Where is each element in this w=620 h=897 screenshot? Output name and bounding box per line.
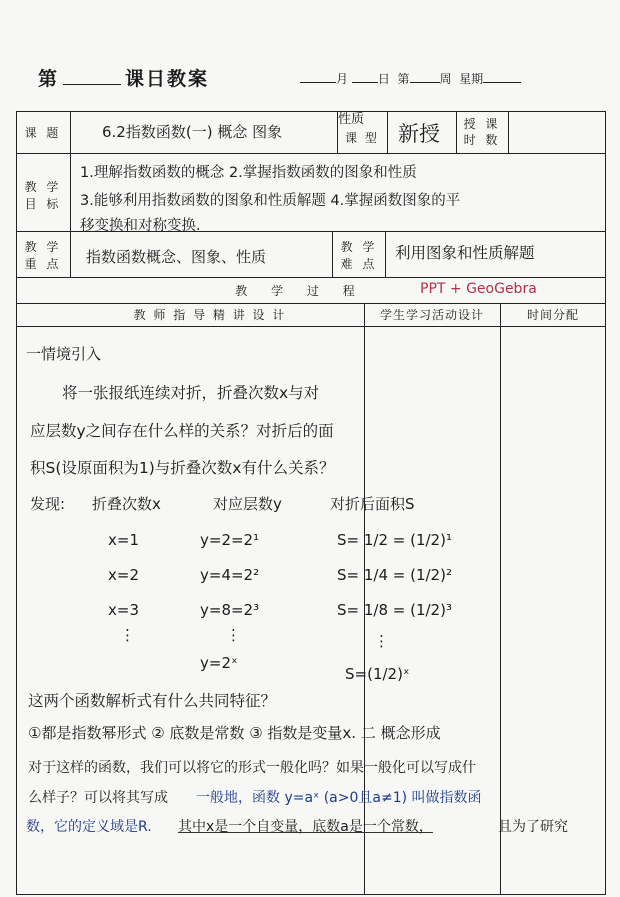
content-line-3a: 么样子？可以将其写成 [28,790,168,806]
content-line-3b: 一般地，函数 y=aˣ (a>0且a≠1) 叫做指数函 [196,790,482,806]
process-tools: PPT + GeoGebra [420,281,537,297]
title-prefix: 第 [38,68,60,90]
row-divider [16,277,606,278]
topic-label: 课 题 [24,126,62,140]
para-line-1: 将一张报纸连续对折，折叠次数x与对 [62,384,320,402]
difficulty-value: 利用图象和性质解题 [395,244,535,262]
week-prefix: 第 [397,72,410,86]
goals-label-2: 目 标 [24,197,62,211]
time-col-divider [500,303,501,895]
type-label: 课 型 [345,131,379,145]
title-suffix: 课日教案 [125,68,210,90]
focus-value: 指数函数概念、图象、性质 [86,248,267,266]
page-title [38,64,209,91]
month-label: 月 [336,72,349,86]
col-divider [332,231,333,277]
row-y: y=4=2² [200,566,260,584]
hours-label-1: 授 课 [463,117,501,131]
content-line-4c: 且为了研究 [498,819,568,835]
s-general: S=(1/2)ˣ [345,665,410,683]
goal-line-3: 移变换和对称变换. [80,218,201,234]
content-line-2: 对于这样的函数，我们可以将它的形式一般化吗？如果一般化可以写成什 [28,760,476,776]
day-blank [352,70,378,83]
difficulty-label-1: 教 学 [340,240,378,254]
day-label: 日 [377,72,390,86]
type-handwritten: 性质 [338,112,365,127]
date-line [300,70,521,87]
dots-y: ⋮ [226,626,241,644]
difficulty-label-2: 难 点 [340,257,378,271]
para-line-3: 积S(设原面积为1)与折叠次数x有什么关系？ [30,459,335,477]
row-s: S= 1/8 = (1/2)³ [337,601,452,619]
student-col-header: 学生学习活动设计 [379,308,484,322]
row-divider [16,303,606,304]
hours-label-2: 时 数 [463,133,501,147]
label-col-divider [70,111,71,277]
dots-s: ⋮ [374,632,389,650]
title-blank [63,68,121,85]
row-y: y=2=2¹ [200,531,260,549]
y-general: y=2ˣ [200,654,238,672]
content-line-4b: 其中x是一个自变量，底数a是一个常数， [178,819,433,835]
find-col-1: 折叠次数x [92,495,161,513]
row-divider [16,326,606,327]
para-line-2: 应层数y之间存在什么样的关系？对折后的面 [30,422,334,440]
teacher-col-header: 教 师 指 导 精 讲 设 计 [133,308,287,322]
focus-label-1: 教 学 [24,240,62,254]
goals-label-1: 教 学 [24,180,62,194]
topic-value: 6.2指数函数(一) 概念 图象 [102,123,283,141]
col-divider [385,231,386,277]
row-y: y=8=2³ [200,601,260,619]
goal-line-2: 3.能够利用指数函数的图象和性质解题 4.掌握函数图象的平 [80,193,461,209]
row-s: S= 1/2 = (1/2)¹ [337,531,452,549]
row-x: x=3 [108,601,139,619]
week-label: 周 [439,72,452,86]
col-divider [387,111,388,153]
section-heading: 一情境引入 [26,345,102,363]
find-col-3: 对折后面积S [330,495,415,513]
week-blank [410,70,440,83]
content-line-4a: 数，它的定义域是R. [26,819,152,835]
type-value: 新授 [398,122,440,146]
row-s: S= 1/4 = (1/2)² [337,566,452,584]
find-col-2: 对应层数y [213,495,282,513]
col-divider [508,111,509,153]
question-line: 这两个函数解析式有什么共同特征？ [28,692,277,710]
col-divider [456,111,457,153]
find-label: 发现: [30,495,66,513]
process-label: 教 学 过 程 [235,284,365,298]
weekday-label: 星期 [459,72,484,86]
goal-line-1: 1.理解指数函数的概念 2.掌握指数函数的图象和性质 [80,165,417,181]
row-x: x=2 [108,566,139,584]
content-line-1: ①都是指数幂形式 ② 底数是常数 ③ 指数是变量x. 二 概念形成 [28,724,441,742]
dots-x: ⋮ [120,626,135,644]
month-blank [300,70,336,83]
row-divider [16,153,606,154]
weekday-blank [483,70,521,83]
time-col-header: 时间分配 [526,308,579,322]
row-x: x=1 [108,531,139,549]
focus-label-2: 重 点 [24,257,62,271]
